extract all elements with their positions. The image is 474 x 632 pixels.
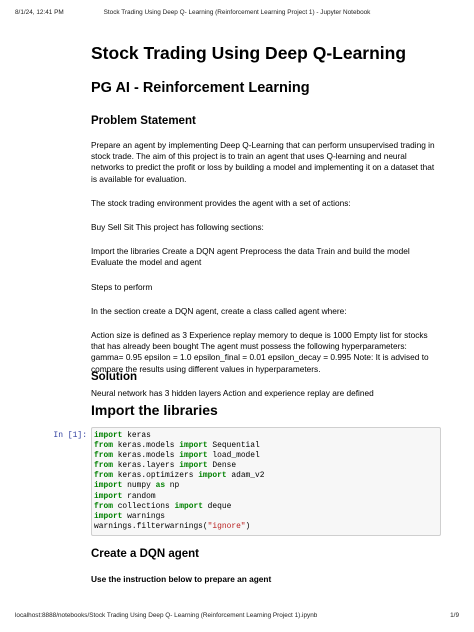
agent-class-paragraph: In the section create a DQN agent, create a class called agent where: — [91, 305, 347, 316]
code-keyword: import — [179, 451, 208, 461]
notebook-title: Stock Trading Using Deep Q-Learning — [91, 43, 407, 63]
code-keyword: from — [94, 451, 113, 461]
section-list-paragraph: Import the libraries Create a DQN agent Preprocess the data Train and build the model Evaluate the model and agent — [91, 246, 410, 268]
code-token: adam_v2 — [226, 471, 265, 481]
agent-instruction-text: Use the instruction below to prepare an agent — [91, 574, 272, 584]
code-token: Dense — [207, 461, 237, 471]
code-line — [94, 522, 440, 532]
code-keyword: as — [155, 481, 166, 491]
code-token: keras — [122, 431, 151, 440]
code-token: keras.layers — [112, 461, 180, 471]
problem-statement-heading: Problem Statement — [91, 115, 196, 127]
hyperparameters-paragraph: Action size is defined as 3 Experience replay memory to deque is 1000 Empty list for stocks that has already been bought The agent must possess the following hyperparameters: gamma= 0.95 epsilon = 1.0 epsilon_final = 0.01 epsilon_decay = 0.995 Note: It is advised to compare the results using different values in hyperparameters. — [91, 330, 429, 374]
code-keyword: import — [94, 491, 123, 501]
code-keyword: from — [94, 461, 113, 471]
code-line — [94, 502, 440, 512]
code-token: keras.models — [112, 451, 180, 461]
print-header — [15, 9, 459, 21]
code-keyword: from — [94, 441, 113, 451]
code-line — [94, 481, 440, 491]
code-token: Sequential — [207, 441, 260, 451]
code-line — [94, 512, 440, 522]
print-datetime: 8/1/24, 12:41 PM — [15, 9, 64, 16]
code-keyword: import — [94, 481, 123, 491]
notebook-subtitle: PG AI - Reinforcement Learning — [91, 80, 310, 96]
cell-prompt: In [1]: — [53, 431, 87, 440]
code-token: random — [122, 491, 156, 501]
code-keyword: import — [94, 511, 123, 521]
steps-paragraph: Steps to perform — [91, 281, 153, 292]
code-line — [94, 441, 440, 451]
code-keyword: import — [174, 501, 203, 511]
code-line — [94, 451, 440, 461]
code-line — [94, 492, 440, 502]
code-token: load_model — [207, 451, 260, 461]
code-keyword: from — [94, 501, 113, 511]
code-token: keras.models — [112, 441, 180, 451]
code-token: deque — [202, 501, 232, 511]
problem-paragraph: Prepare an agent by implementing Deep Q-Learning that can perform unsupervised trading in stock trade. The aim of this project is to train an agent that uses Q-learning and neural networks to predict the profit or loss by building a model and implementing it on a dataset that is available for evaluation. — [91, 140, 435, 184]
code-line — [94, 461, 440, 471]
code-line — [94, 431, 440, 441]
code-token: np — [165, 481, 180, 491]
print-footer — [15, 612, 459, 624]
code-keyword: import — [198, 471, 227, 481]
code-token: ) — [245, 521, 251, 531]
code-token: numpy — [122, 481, 156, 491]
create-dqn-agent-heading: Create a DQN agent — [91, 548, 200, 560]
notebook-content — [91, 42, 441, 399]
code-input-area[interactable] — [91, 427, 441, 536]
sections-paragraph: Buy Sell Sit This project has following sections: — [91, 222, 264, 233]
print-title: Stock Trading Using Deep Q- Learning (Reinforcement Learning Project 1) - Jupyter Notebook — [103, 9, 371, 16]
import-libraries-heading: Import the libraries — [91, 402, 218, 418]
code-token: warnings.filterwarnings( — [94, 521, 208, 531]
solution-heading: Solution — [91, 371, 137, 383]
actions-paragraph: The stock trading environment provides the agent with a set of actions: — [91, 197, 351, 208]
code-keyword: from — [94, 471, 113, 481]
code-token: keras.optimizers — [112, 471, 199, 481]
code-keyword: import — [179, 461, 208, 471]
code-text[interactable] — [92, 431, 440, 532]
code-keyword: import — [179, 441, 208, 451]
code-keyword: import — [94, 431, 123, 440]
code-string: "ignore" — [207, 521, 246, 531]
code-line — [94, 471, 440, 481]
print-url: localhost:8888/notebooks/Stock Trading Using Deep Q- Learning (Reinforcement Learning Project 1).ipynb — [15, 612, 318, 619]
network-paragraph: Neural network has 3 hidden layers Action and experience replay are defined — [91, 387, 374, 398]
print-page-number: 1/9 — [450, 612, 459, 619]
code-cell[interactable] — [35, 427, 441, 533]
code-token: collections — [112, 501, 175, 511]
code-token: warnings — [122, 511, 166, 521]
